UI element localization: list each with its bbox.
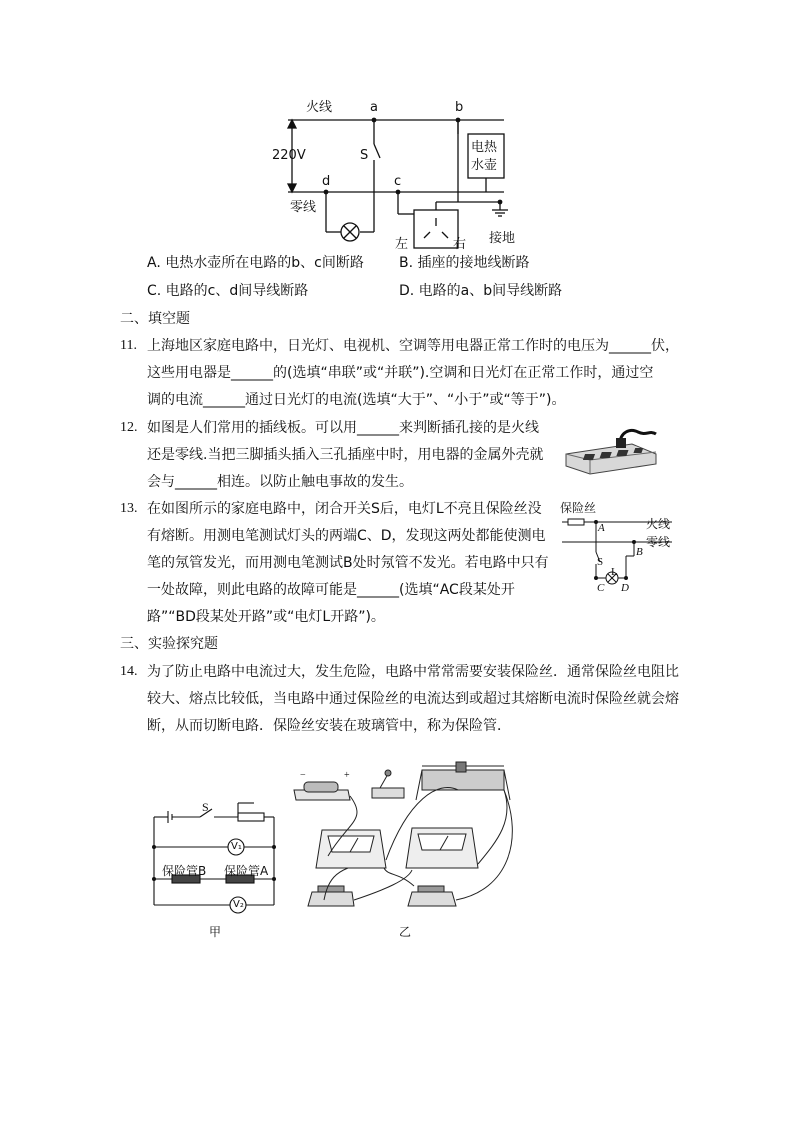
- q14-label-tube-b: 保险管B: [162, 864, 207, 878]
- q13-label-B: B: [636, 546, 643, 558]
- q10-label-kettle-2: 水壶: [471, 158, 498, 173]
- q10-label-c: c: [394, 174, 402, 189]
- q14-label-v2: V₂: [233, 899, 244, 910]
- q10-option-d: D. 电路的a、b间导线断路: [399, 283, 563, 299]
- q10-option-b: B. 插座的接地线断路: [399, 255, 530, 271]
- q14-label-v1: V₁: [231, 841, 242, 852]
- q10-label-b: b: [455, 100, 464, 115]
- section-heading-experiment: 三、实验探究题: [120, 636, 218, 652]
- q13-line-5: 路”“BD段某处开路”或“电灯L开路”)。: [147, 609, 385, 625]
- q14-number: 14.: [120, 664, 138, 679]
- q13-label-L: L: [611, 566, 618, 578]
- q13-label-C: C: [597, 582, 605, 594]
- q10-label-switch: S: [360, 148, 369, 163]
- section-heading-fill-blank: 二、填空题: [120, 311, 190, 327]
- q10-label-d: d: [322, 174, 331, 189]
- q14-label-jia: 甲: [209, 925, 222, 939]
- q14-line-2: 较大、熔点比较低，当电路中通过保险丝的电流达到或超过其熔断电流时保险丝就会熔: [147, 691, 679, 707]
- q14-label-switch: S: [202, 800, 209, 814]
- q10-label-right: 右: [453, 237, 467, 252]
- q14-circuit-jia: [150, 795, 280, 915]
- q13-label-live: 火线: [646, 517, 671, 531]
- q13-line-3: 笔的氖管发光，而用测电笔测试B处时氖管不发光。若电路中只有: [147, 555, 549, 571]
- q11-line-3: 调的电流______通过日光灯的电流(选填“大于”、“小于”或“等于”)。: [147, 392, 566, 408]
- q11-line-1: 上海地区家庭电路中，日光灯、电视机、空调等用电器正常工作时的电压为______伏，: [147, 338, 679, 354]
- q14-label-plus: +: [344, 770, 350, 781]
- power-strip-image: [560, 424, 660, 476]
- q14-label-yi: 乙: [399, 925, 412, 939]
- q13-label-neutral: 零线: [646, 535, 671, 549]
- q14-line-3: 断，从而切断电路．保险丝安装在玻璃管中，称为保险管．: [147, 718, 511, 734]
- q13-label-D: D: [621, 582, 629, 594]
- q10-label-a: a: [370, 100, 378, 115]
- q10-label-kettle-1: 电热: [471, 140, 498, 155]
- q14-apparatus-yi: [288, 760, 528, 918]
- q14-label-tube-a: 保险管A: [224, 864, 269, 878]
- q10-option-c: C. 电路的c、d间导线断路: [147, 283, 309, 299]
- q14-label-minus: −: [300, 770, 306, 781]
- q13-line-1: 在如图所示的家庭电路中，闭合开关S后，电灯L不亮且保险丝没: [147, 501, 542, 517]
- q10-label-ground: 接地: [489, 231, 516, 246]
- q10-label-left: 左: [395, 237, 409, 252]
- q10-label-live: 火线: [306, 100, 333, 115]
- q13-number: 13.: [120, 501, 138, 516]
- q11-line-2: 这些用电器是______的(选填“串联”或“并联”).空调和日光灯在正常工作时，通过空: [147, 365, 654, 381]
- q10-label-neutral: 零线: [290, 200, 317, 215]
- q12-line-3: 会与______相连。以防止触电事故的发生。: [147, 474, 413, 490]
- q12-number: 12.: [120, 420, 138, 435]
- q10-label-voltage: 220V: [272, 148, 306, 163]
- q14-line-1: 为了防止电路中电流过大，发生危险，电路中常常需要安装保险丝．通常保险丝电阻比: [147, 664, 679, 680]
- q13-line-2: 有熔断。用测电笔测试灯头的两端C、D，发现这两处都能使测电: [147, 528, 546, 544]
- q11-number: 11.: [120, 338, 137, 353]
- q12-line-1: 如图是人们常用的插线板。可以用______来判断插孔接的是火线: [147, 420, 539, 436]
- q10-option-a: A. 电热水壶所在电路的b、c间断路: [147, 255, 364, 271]
- q13-label-fuse: 保险丝: [560, 501, 597, 515]
- q13-label-A: A: [598, 522, 605, 534]
- q13-line-4: 一处故障，则此电路的故障可能是______(选填“AC段某处开: [147, 582, 515, 598]
- q12-line-2: 还是零线.当把三脚插头插入三孔插座中时，用电器的金属外壳就: [147, 447, 544, 463]
- q13-label-S: S: [597, 556, 604, 568]
